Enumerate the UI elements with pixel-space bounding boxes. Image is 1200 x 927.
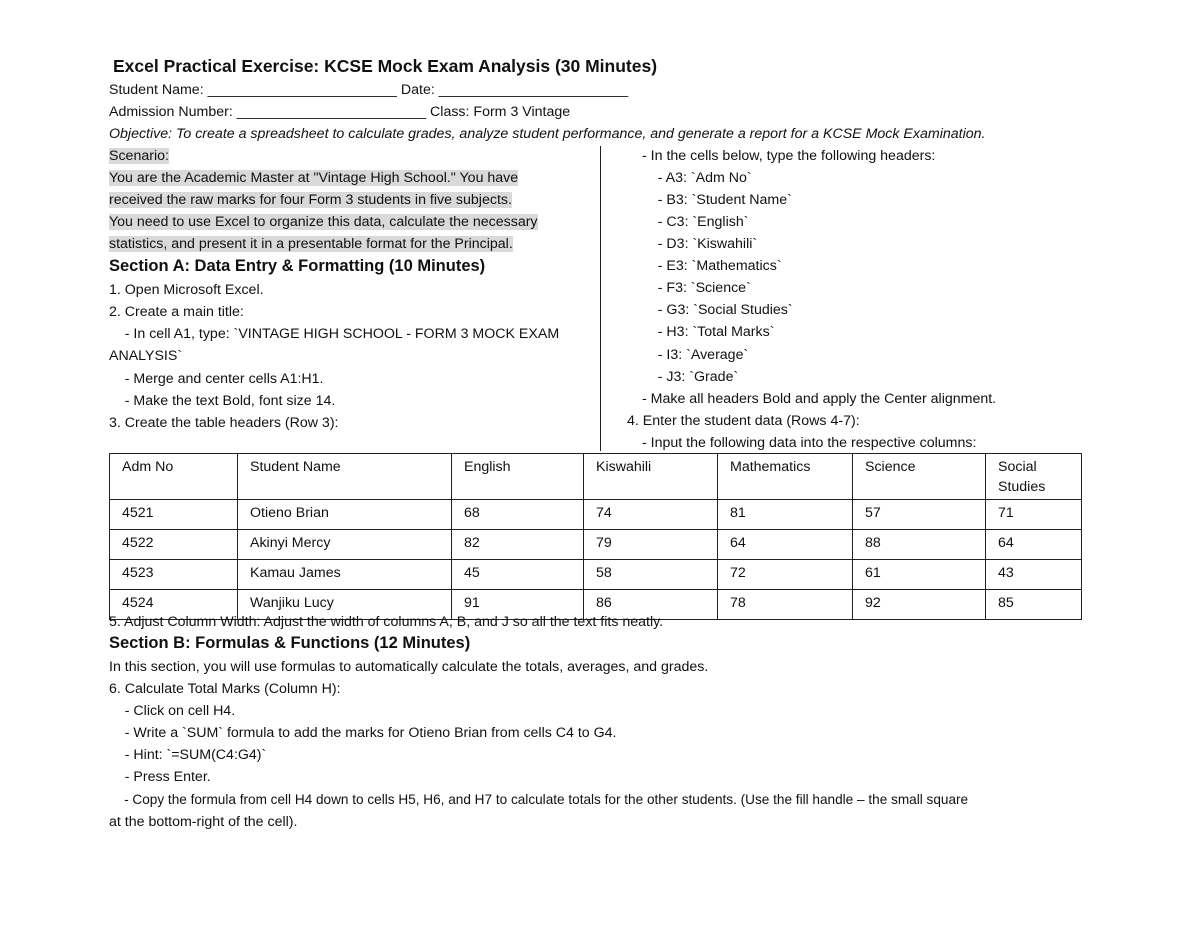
section-b-line: - Press Enter. (109, 769, 211, 785)
objective-text: Objective: To create a spreadsheet to calculate grades, analyze student performance, and generate a report for a KCSE Mock Examination. (109, 126, 986, 142)
section-a-line: - Make the text Bold, font size 14. (109, 393, 336, 409)
right-column-line: - B3: `Student Name` (642, 192, 792, 208)
table-header-cell: Kiswahili (584, 454, 718, 500)
table-header-row (110, 454, 1082, 500)
table-header-cell: Social Studies (986, 454, 1082, 500)
table-cell: 92 (853, 590, 986, 620)
table-cell: 88 (853, 530, 986, 560)
section-b-line: 6. Calculate Total Marks (Column H): (109, 681, 341, 697)
section-a-line: 3. Create the table headers (Row 3): (109, 415, 339, 431)
right-column-line: - J3: `Grade` (642, 369, 739, 385)
column-divider (600, 146, 601, 451)
right-column-line: - In the cells below, type the following headers: (642, 148, 936, 164)
section-b-line: - Hint: `=SUM(C4:G4)` (109, 747, 267, 763)
table-header-cell: Science (853, 454, 986, 500)
scenario-line: You are the Academic Master at "Vintage High School." You have (109, 170, 519, 186)
table-row (110, 530, 1082, 560)
table-cell: Akinyi Mercy (238, 530, 452, 560)
section-b-line: - Write a `SUM` formula to add the marks for Otieno Brian from cells C4 to G4. (109, 725, 617, 741)
right-column-line: - C3: `English` (642, 214, 749, 230)
table-cell: Kamau James (238, 560, 452, 590)
table-cell: 4523 (110, 560, 238, 590)
table-cell: Wanjiku Lucy (238, 590, 452, 620)
table-cell: 61 (853, 560, 986, 590)
scenario-line: received the raw marks for four Form 3 students in five subjects. (109, 192, 512, 208)
table-cell: 91 (452, 590, 584, 620)
step-5-line: 5. Adjust Column Width: Adjust the width of columns A, B, and J so all the text fits neatly. (109, 614, 664, 630)
right-column-line: - Make all headers Bold and apply the Center alignment. (642, 391, 997, 407)
section-b-heading: Section B: Formulas & Functions (12 Minutes) (109, 634, 471, 652)
table-cell: 72 (718, 560, 853, 590)
table-cell: 4521 (110, 500, 238, 530)
section-a-line: 1. Open Microsoft Excel. (109, 282, 264, 298)
right-column-line: - Input the following data into the respective columns: (642, 435, 977, 451)
table-cell: 71 (986, 500, 1082, 530)
table-header-cell: English (452, 454, 584, 500)
student-marks-table (109, 453, 1082, 620)
right-column-line: - G3: `Social Studies` (642, 302, 793, 318)
table-cell: 43 (986, 560, 1082, 590)
document-title: Excel Practical Exercise: KCSE Mock Exam Analysis (30 Minutes) (113, 56, 658, 76)
table-cell: 79 (584, 530, 718, 560)
table-cell: 45 (452, 560, 584, 590)
table-cell: 82 (452, 530, 584, 560)
table-cell: 4524 (110, 590, 238, 620)
table-cell: 58 (584, 560, 718, 590)
scenario-line: You need to use Excel to organize this data, calculate the necessary (109, 214, 538, 230)
scenario-line: statistics, and present it in a presentable format for the Principal. (109, 236, 513, 252)
table-cell: Otieno Brian (238, 500, 452, 530)
table-cell: 78 (718, 590, 853, 620)
table-row (110, 500, 1082, 530)
section-a-line: ANALYSIS` (109, 348, 183, 364)
table-cell: 74 (584, 500, 718, 530)
table-cell: 57 (853, 500, 986, 530)
table-header-cell: Student Name (238, 454, 452, 500)
table-cell: 86 (584, 590, 718, 620)
admission-line: Admission Number: ________________________ Class: Form 3 Vintage (109, 104, 571, 120)
section-a-line: - In cell A1, type: `VINTAGE HIGH SCHOOL - FORM 3 MOCK EXAM (109, 326, 560, 342)
right-column-line: - A3: `Adm No` (642, 170, 752, 186)
right-column-line: - I3: `Average` (642, 347, 749, 363)
table-row (110, 560, 1082, 590)
section-b-line: - Copy the formula from cell H4 down to cells H5, H6, and H7 to calculate totals for the other students. (Use the fill handle – the small square (109, 792, 969, 807)
section-a-heading: Section A: Data Entry & Formatting (10 Minutes) (109, 257, 486, 275)
right-column-line: - F3: `Science` (642, 280, 751, 296)
right-column-line: 4. Enter the student data (Rows 4-7): (627, 413, 860, 429)
section-b-line: at the bottom-right of the cell). (109, 814, 298, 830)
right-column-line: - H3: `Total Marks` (642, 324, 775, 340)
right-column-line: - D3: `Kiswahili` (642, 236, 758, 252)
section-b-line: - Click on cell H4. (109, 703, 236, 719)
table-cell: 64 (718, 530, 853, 560)
table-header-cell: Mathematics (718, 454, 853, 500)
table-header-cell: Adm No (110, 454, 238, 500)
table-cell: 4522 (110, 530, 238, 560)
student-name-line: Student Name: ________________________ Date: ________________________ (109, 82, 629, 98)
section-a-line: - Merge and center cells A1:H1. (109, 371, 324, 387)
table-cell: 68 (452, 500, 584, 530)
right-column-line: - E3: `Mathematics` (642, 258, 782, 274)
section-b-line: In this section, you will use formulas to automatically calculate the totals, averages, and grades. (109, 659, 709, 675)
table-cell: 81 (718, 500, 853, 530)
table-cell: 85 (986, 590, 1082, 620)
table-cell: 64 (986, 530, 1082, 560)
scenario-heading: Scenario: (109, 148, 169, 164)
section-a-line: 2. Create a main title: (109, 304, 244, 320)
